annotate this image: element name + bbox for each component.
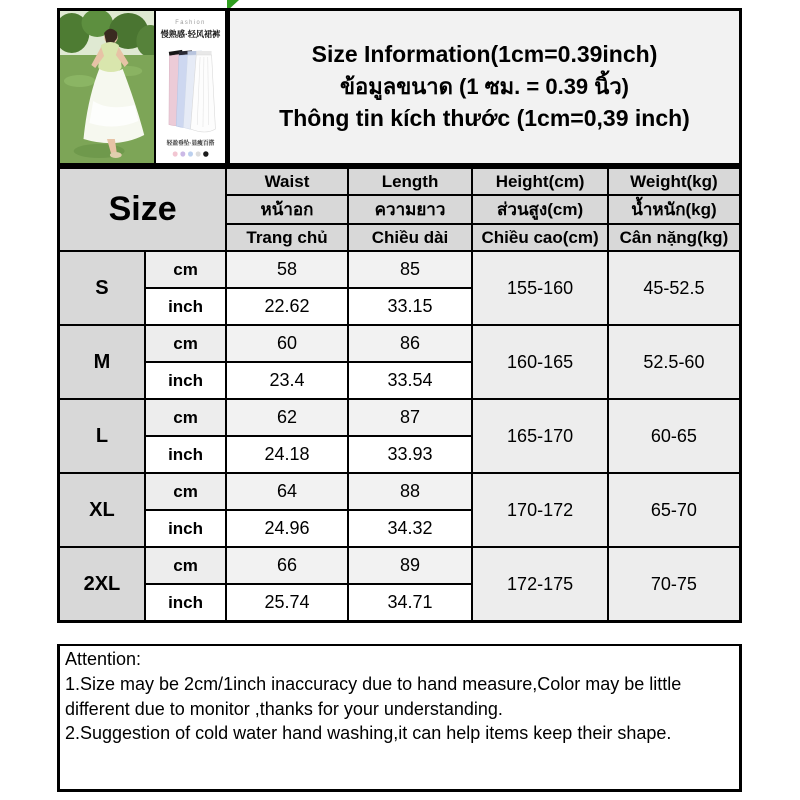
length-inch-2xl: 34.71 (348, 584, 473, 622)
length-inch-s: 33.15 (348, 288, 473, 325)
unit-cm-label: cm (145, 547, 226, 584)
unit-inch-label: inch (145, 510, 226, 547)
waist-cm-m: 60 (226, 325, 348, 362)
size-cell-m: M (59, 325, 145, 399)
product-caption-text: 轻盈垂坠·显瘦百搭 (166, 140, 215, 148)
model-photo-illustration (60, 11, 154, 163)
unit-cm-label: cm (145, 473, 226, 510)
unit-cm-label: cm (145, 251, 226, 288)
waist-cm-2xl: 66 (226, 547, 348, 584)
height-range-s: 155-160 (472, 251, 608, 325)
weight-range-2xl: 70-75 (608, 547, 741, 622)
table-row (59, 251, 741, 288)
weight-range-m: 52.5-60 (608, 325, 741, 399)
col-header-waist-th: หน้าอก (226, 195, 348, 224)
size-cell-xl: XL (59, 473, 145, 547)
col-header-waist-en: Waist (226, 168, 348, 196)
waist-inch-l: 24.18 (226, 436, 348, 473)
title-vietnamese: Thông tin kích thước (1cm=0,39 inch) (279, 105, 690, 132)
col-header-weight-th: น้ำหนัก(kg) (608, 195, 741, 224)
length-cm-xl: 88 (348, 473, 473, 510)
product-photo (156, 11, 225, 163)
title-thai: ข้อมูลขนาด (1 ซม. = 0.39 นิ้ว) (339, 73, 629, 99)
unit-cm-label: cm (145, 325, 226, 362)
length-cm-m: 86 (348, 325, 473, 362)
size-cell-l: L (59, 399, 145, 473)
title-panel (228, 8, 742, 166)
waist-inch-s: 22.62 (226, 288, 348, 325)
product-photos (57, 8, 228, 166)
waist-inch-m: 23.4 (226, 362, 348, 399)
length-cm-l: 87 (348, 399, 473, 436)
length-cm-2xl: 89 (348, 547, 473, 584)
length-inch-l: 33.93 (348, 436, 473, 473)
table-row (59, 325, 741, 362)
unit-inch-label: inch (145, 584, 226, 622)
attention-box (57, 644, 742, 792)
model-photo (60, 11, 156, 163)
size-table (57, 166, 742, 623)
table-row (59, 399, 741, 436)
attention-line-2: 2.Suggestion of cold water hand washing,it can help items keep their shape. (65, 723, 672, 744)
col-header-height-en: Height(cm) (472, 168, 608, 196)
waist-cm-l: 62 (226, 399, 348, 436)
product-brand-text: Fashion (175, 19, 206, 27)
unit-inch-label: inch (145, 362, 226, 399)
attention-line-1: 1.Size may be 2cm/1inch inaccuracy due to hand measure,Color may be little different due to monitor ,thanks for your understanding. (65, 673, 682, 719)
col-header-length-en: Length (348, 168, 473, 196)
height-range-l: 165-170 (472, 399, 608, 473)
table-row (59, 473, 741, 510)
product-photo-illustration (156, 11, 225, 163)
size-cell-s: S (59, 251, 145, 325)
unit-inch-label: inch (145, 288, 226, 325)
product-headline-text: 慢熟感·轻风裙裤 (160, 28, 221, 40)
size-cell-2xl: 2XL (59, 547, 145, 622)
size-header-cell: Size (59, 168, 227, 252)
weight-range-s: 45-52.5 (608, 251, 741, 325)
weight-range-l: 60-65 (608, 399, 741, 473)
top-block (57, 8, 742, 166)
length-inch-xl: 34.32 (348, 510, 473, 547)
waist-cm-s: 58 (226, 251, 348, 288)
unit-inch-label: inch (145, 436, 226, 473)
header-row-en (59, 168, 741, 196)
col-header-height-th: ส่วนสูง(cm) (472, 195, 608, 224)
waist-inch-2xl: 25.74 (226, 584, 348, 622)
height-range-2xl: 172-175 (472, 547, 608, 622)
length-inch-m: 33.54 (348, 362, 473, 399)
height-range-m: 160-165 (472, 325, 608, 399)
col-header-weight-en: Weight(kg) (608, 168, 741, 196)
unit-cm-label: cm (145, 399, 226, 436)
col-header-waist-vi: Trang chủ (226, 224, 348, 251)
col-header-weight-vi: Cân nặng(kg) (608, 224, 741, 251)
weight-range-xl: 65-70 (608, 473, 741, 547)
col-header-height-vi: Chiều cao(cm) (472, 224, 608, 251)
waist-inch-xl: 24.96 (226, 510, 348, 547)
attention-heading: Attention: (65, 649, 142, 669)
col-header-length-vi: Chiều dài (348, 224, 473, 251)
table-row (59, 547, 741, 584)
col-header-length-th: ความยาว (348, 195, 473, 224)
length-cm-s: 85 (348, 251, 473, 288)
height-range-xl: 170-172 (472, 473, 608, 547)
waist-cm-xl: 64 (226, 473, 348, 510)
title-english: Size Information(1cm=0.39inch) (311, 41, 658, 68)
